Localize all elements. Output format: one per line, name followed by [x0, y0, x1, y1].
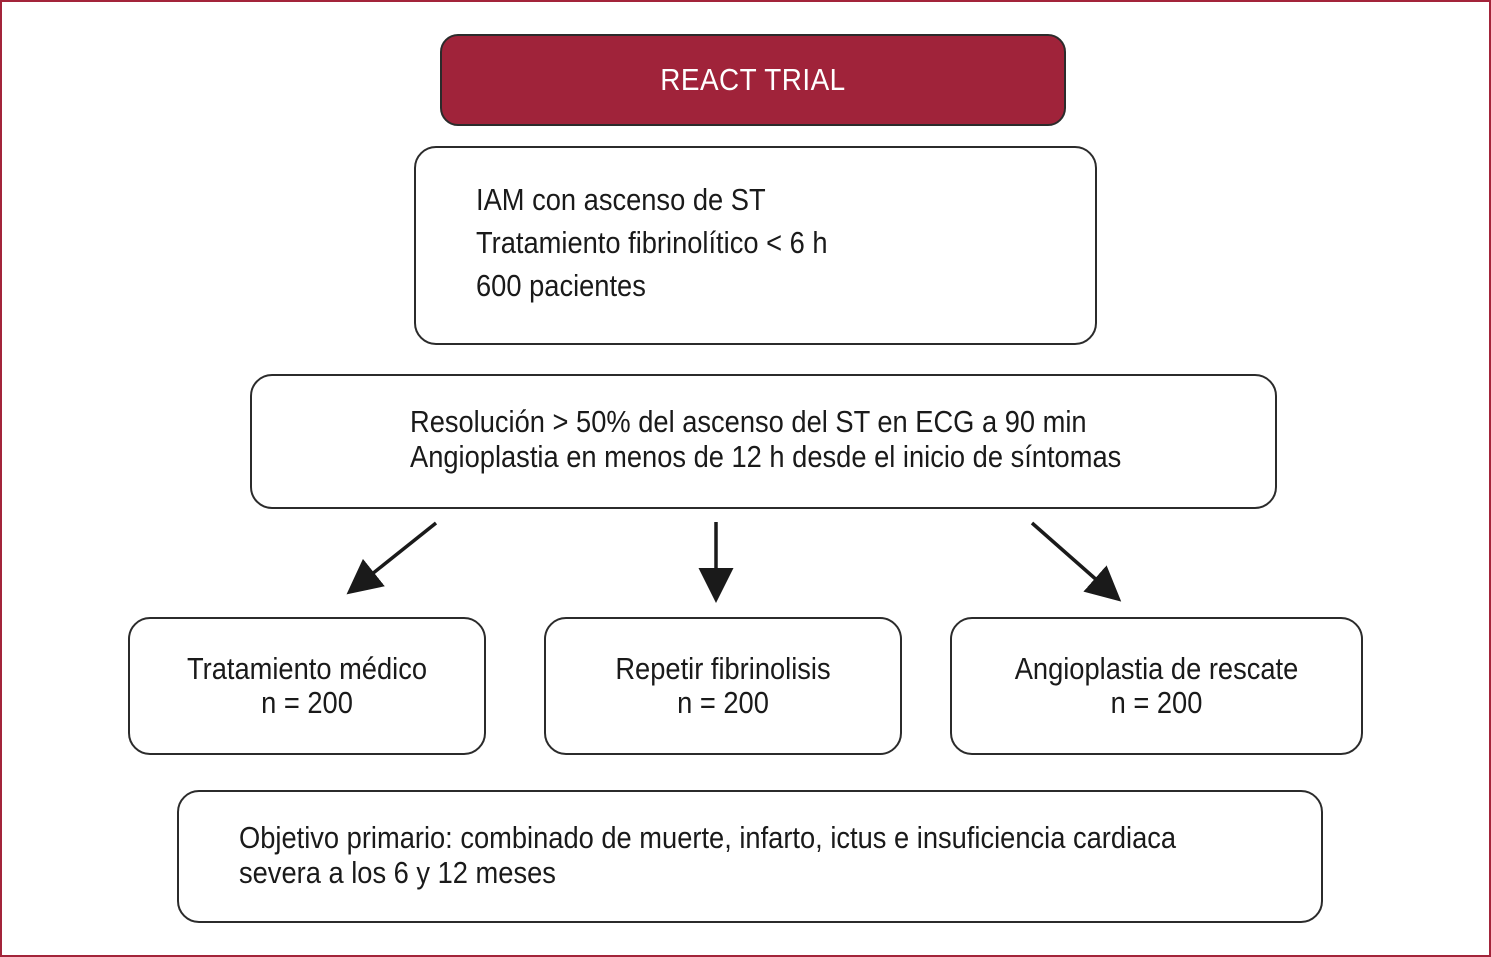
objective-content — [239, 820, 1304, 890]
arm-content-fibrinolysis — [546, 652, 900, 720]
arm-n: n = 200 — [261, 685, 353, 720]
arm-content-angioplasty — [952, 652, 1361, 720]
criteria-line-2: Angioplastia en menos de 12 h desde el inicio de síntomas — [410, 439, 1122, 474]
arm-label: Angioplastia de rescate — [1014, 651, 1299, 686]
inclusion-line-2: Tratamiento fibrinolítico < 6 h — [476, 225, 828, 260]
arm-box-fibrinolysis — [544, 617, 902, 755]
diagram-title: REACT TRIAL — [660, 62, 846, 97]
criteria-line-1: Resolución > 50% del ascenso del ST en ECG a 90 min — [410, 404, 1087, 439]
arm-n: n = 200 — [1110, 685, 1203, 720]
arm-box-medical — [128, 617, 486, 755]
inclusion-line-1: IAM con ascenso de ST — [476, 182, 766, 217]
objective-line-2: severa a los 6 y 12 meses — [239, 855, 556, 890]
arm-content-medical — [130, 652, 484, 720]
arm-n: n = 200 — [677, 685, 769, 720]
arm-label: Repetir fibrinolisis — [615, 651, 831, 686]
arrow-to-arm-3 — [1032, 523, 1116, 597]
objective-line-1: Objetivo primario: combinado de muerte, infarto, ictus e insuficiencia cardiaca — [239, 820, 1177, 855]
arm-box-angioplasty — [950, 617, 1363, 755]
objective-box — [177, 790, 1323, 923]
arm-label: Tratamiento médico — [186, 651, 428, 686]
inclusion-line-3: 600 pacientes — [476, 268, 646, 303]
arrow-to-arm-1 — [352, 523, 436, 590]
